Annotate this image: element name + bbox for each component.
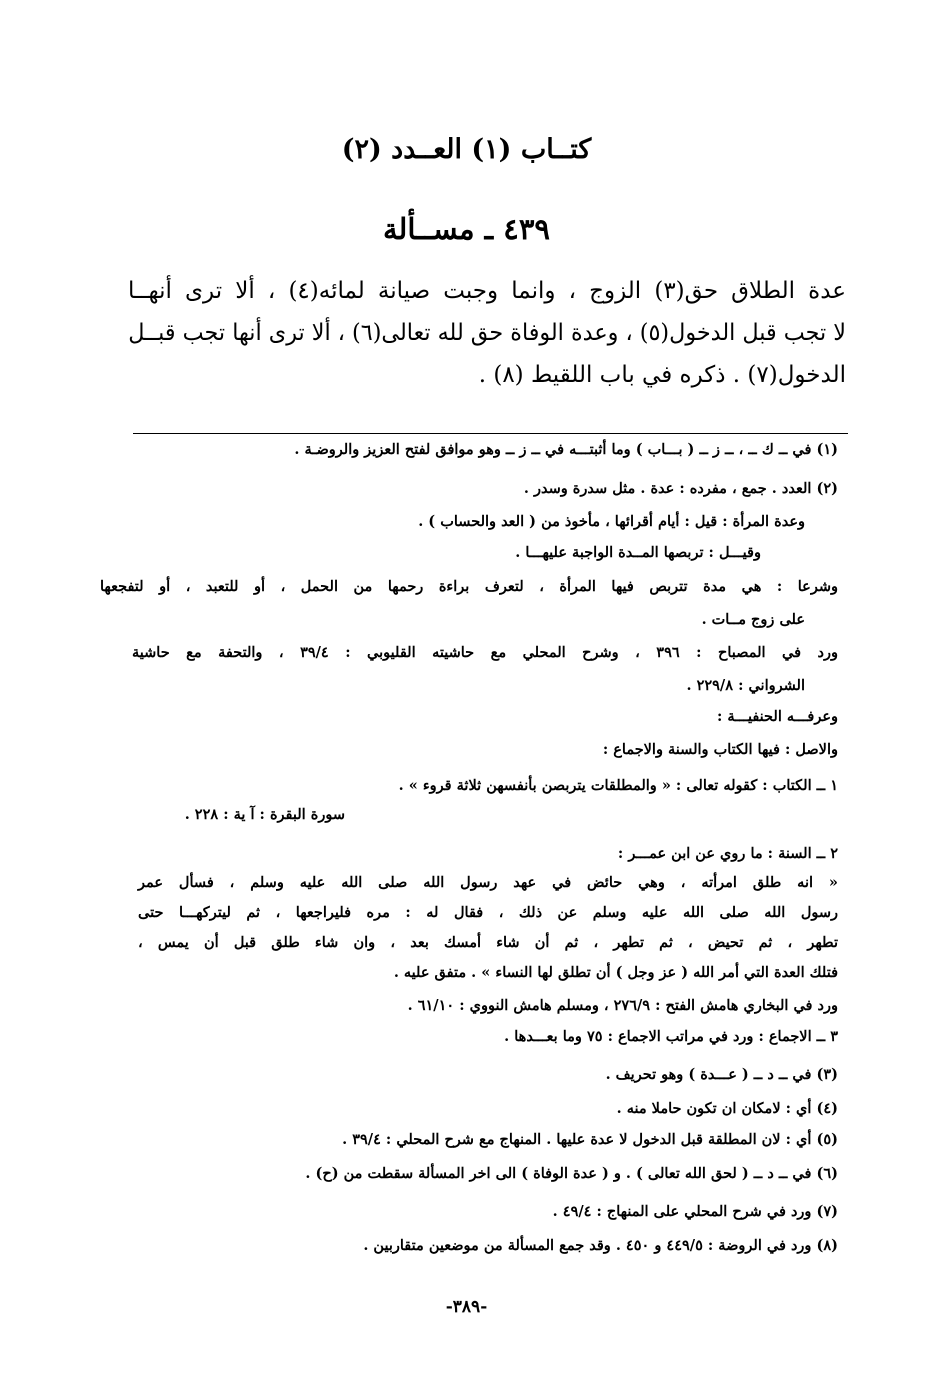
footnote-line: وشرعا : هي مدة تتربص فيها المرأة ، لتعرف براءة رحمها من الحمل ، أو للتعبد ، أو لتفجعها: [100, 578, 838, 595]
footnote-line: « انه طلق امرأته ، وهي حائض في عهد رسول الله صلى الله عليه وسلم ، فسأل عمر: [138, 874, 838, 891]
main-line: عدة الطلاق حق(٣) الزوج ، وانما وجبت صيانة لمائه(٤) ، ألا ترى أنهــا: [128, 278, 846, 304]
page-number: -٣٨٩-: [445, 1297, 488, 1317]
footnote-line: ورد في البخاري هامش الفتح : ٢٧٦/٩ ، ومسلم هامش النووي : ٦١/١٠ .: [407, 997, 838, 1014]
main-line: لا تجب قبل الدخول(٥) ، وعدة الوفاة حق لله تعالى(٦) ، ألا ترى أنها تجب قبــل: [128, 320, 846, 346]
footnote-line: وقيـــل : تربصها المــدة الواجبة عليهـــا .: [515, 544, 761, 561]
footnote-line: (١) في ــ ك ــ ، ــ ز ــ ( بـــاب ) وما أثبتـــه في ــ ز ــ وهو موافق لفتح العزيز والروضـة .: [294, 441, 838, 458]
footnote-line: سورة البقرة : آ ية : ٢٢٨ .: [184, 806, 345, 823]
main-line: الدخول(٧) . ذكره في باب اللقيط (٨) .: [478, 362, 846, 388]
footnote-line: فتلك العدة التي أمر الله ( عز وجل ) أن تطلق لها النساء » . متفق عليه .: [393, 964, 838, 981]
footnote-line: ٣ ــ الاجماع : ورد في مراتب الاجماع : ٧٥ وما بعـــدها .: [504, 1028, 838, 1045]
footnote-line: (٤) أي : لامكان ان تكون حاملا منه .: [616, 1100, 838, 1117]
footnote-line: (٥) أي : لان المطلقة قبل الدخول لا عدة عليها . المنهاج مع شرح المحلي : ٣٩/٤ .: [342, 1131, 838, 1148]
footnote-line: والاصل : فيها الكتاب والسنة والاجماع :: [602, 741, 838, 758]
footnote-line: ٢ ــ السنة : ما روي عن ابن عمـــر :: [617, 845, 838, 862]
footnote-line: وعدة المرأة : قيل : أيام أقرائها ، مأخوذ من ( العد والحساب ) .: [418, 513, 805, 530]
footnote-line: رسول الله صلى الله عليه وسلم عن ذلك ، فقال له : مره فليراجعها ، ثم ليتركهـــا حتى: [138, 904, 838, 921]
footnote-line: الشرواني : ٢٢٩/٨ .: [686, 677, 805, 694]
footnote-line: (٨) ورد في الروضة : ٤٤٩/٥ و ٤٥٠ . وقد جمع المسألة من موضعين متقاربين .: [363, 1237, 838, 1254]
footnote-line: ١ ــ الكتاب : كقوله تعالى : « والمطلقات يتربصن بأنفسهن ثلاثة قروء » .: [398, 777, 838, 794]
footnote-line: على زوج مــات .: [701, 611, 805, 628]
footnote-line: ورد في المصباح : ٣٩٦ ، وشرح المحلي مع حاشيته القليوبي : ٣٩/٤ ، والتحفة مع حاشية: [132, 644, 838, 661]
footnote-separator: [133, 433, 848, 434]
issue-title: ٤٣٩ ـ مســألة: [382, 212, 551, 246]
footnote-line: (٢) العدد . جمع ، مفرده : عدة . مثل سدرة وسدر .: [523, 480, 838, 497]
footnote-line: تطهر ، ثم تحيض ، ثم تطهر ، ثم أن شاء أمسك بعد ، وان شاء طلق قبل أن يمس ،: [138, 934, 838, 951]
footnote-line: وعرفـــه الحنفيـــة :: [717, 708, 838, 725]
footnote-line: (٣) في ــ د ــ ( عـــدة ) وهو تحريف .: [605, 1066, 838, 1083]
footnote-line: (٦) في ــ د ــ ( لحق الله تعالى ) . و ( عدة الوفاة ) الى اخر المسألة سقطت من (ح) .: [305, 1165, 838, 1182]
footnote-line: (٧) ورد في شرح المحلي على المنهاج : ٤٩/٤ .: [552, 1203, 838, 1220]
chapter-title: كتــاب (١) العــدد (٢): [341, 134, 592, 165]
